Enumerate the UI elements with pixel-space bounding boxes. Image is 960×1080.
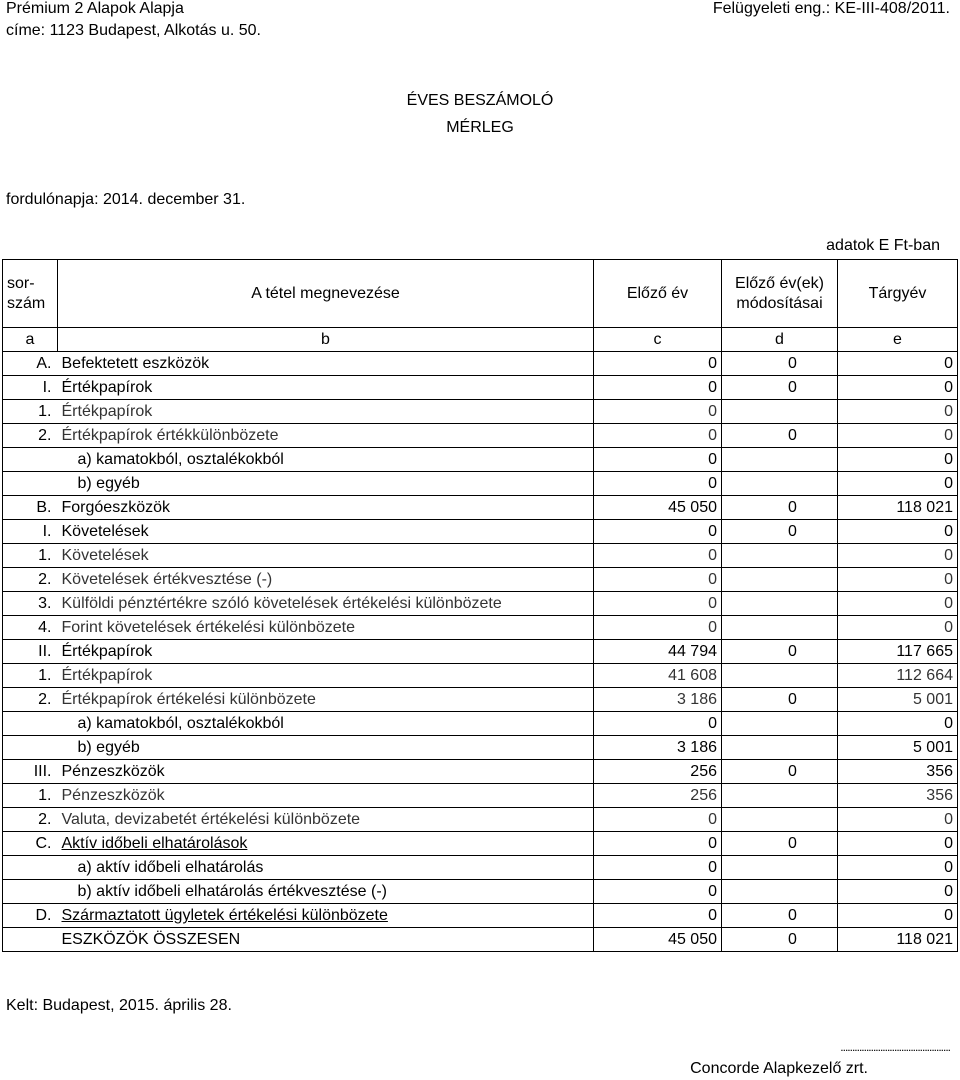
row-label	[58, 352, 594, 376]
row-label	[58, 664, 594, 688]
row-number	[3, 712, 58, 736]
row-label-text: Külföldi pénztértékre szóló követelések értékelési különbözete	[61, 595, 502, 612]
current-year-value: 0	[838, 712, 958, 736]
place-and-date: Kelt: Budapest, 2015. április 28.	[6, 997, 232, 1014]
row-label-text: Forint követelések értékelési különbözete	[61, 619, 355, 636]
balance-sheet-table	[2, 259, 958, 952]
current-year-value: 0	[838, 616, 958, 640]
row-number: D.	[3, 904, 58, 928]
row-label-text: Aktív időbeli elhatárolások	[61, 835, 248, 852]
header-current-year: Tárgyév	[838, 260, 958, 328]
current-year-value: 0	[838, 520, 958, 544]
row-label-text: b) aktív időbeli elhatárolás értékvesztése (-)	[77, 883, 387, 900]
row-number: 1.	[3, 400, 58, 424]
row-number	[3, 472, 58, 496]
modification-value: 0	[722, 904, 838, 928]
header-previous-year: Előző év	[594, 260, 722, 328]
column-letter: d	[722, 328, 838, 352]
row-label-text: Értékpapírok	[61, 403, 153, 420]
table-row	[3, 664, 958, 688]
row-label-text: b) egyéb	[77, 475, 140, 492]
fund-address: címe: 1123 Budapest, Alkotás u. 50.	[6, 22, 261, 39]
previous-year-value: 0	[594, 520, 722, 544]
current-year-value: 5 001	[838, 736, 958, 760]
table-row	[3, 472, 958, 496]
current-year-value: 0	[838, 808, 958, 832]
previous-year-value: 0	[594, 808, 722, 832]
previous-year-value: 0	[594, 472, 722, 496]
signer-name: Concorde Alapkezelő zrt.	[690, 1060, 868, 1077]
modification-value	[722, 568, 838, 592]
row-label	[58, 448, 594, 472]
unit-note: adatok E Ft-ban	[826, 237, 940, 254]
table-row	[3, 784, 958, 808]
table-row	[3, 904, 958, 928]
row-label	[58, 568, 594, 592]
row-label	[58, 544, 594, 568]
table-header-row	[3, 260, 958, 328]
current-year-value: 0	[838, 424, 958, 448]
row-number: III.	[3, 760, 58, 784]
current-year-value: 0	[838, 592, 958, 616]
table-row	[3, 448, 958, 472]
current-year-value: 0	[838, 472, 958, 496]
previous-year-value: 45 050	[594, 928, 722, 952]
row-label	[58, 472, 594, 496]
row-number: I.	[3, 520, 58, 544]
row-number: 3.	[3, 592, 58, 616]
previous-year-value: 0	[594, 856, 722, 880]
modification-value	[722, 880, 838, 904]
current-year-value: 118 021	[838, 928, 958, 952]
current-year-value: 5 001	[838, 688, 958, 712]
table-row	[3, 616, 958, 640]
row-number	[3, 448, 58, 472]
row-label-text: a) kamatokból, osztalékokból	[77, 451, 284, 468]
previous-year-value: 0	[594, 616, 722, 640]
row-label-text: Értékpapírok	[61, 379, 153, 396]
previous-year-value: 0	[594, 448, 722, 472]
row-label-text: Pénzeszközök	[61, 787, 165, 804]
header-name: A tétel megnevezése	[58, 260, 594, 328]
modification-value	[722, 808, 838, 832]
row-label	[58, 376, 594, 400]
row-label-text: Értékpapírok	[61, 667, 153, 684]
modification-value: 0	[722, 760, 838, 784]
table-row	[3, 352, 958, 376]
row-label-text: b) egyéb	[77, 739, 140, 756]
header-modifications: Előző év(ek) módosításai	[722, 260, 838, 328]
current-year-value: 0	[838, 400, 958, 424]
table-row	[3, 880, 958, 904]
row-number: 1.	[3, 664, 58, 688]
row-number: A.	[3, 352, 58, 376]
row-number: 2.	[3, 688, 58, 712]
row-number: 2.	[3, 808, 58, 832]
previous-year-value: 0	[594, 592, 722, 616]
table-row	[3, 856, 958, 880]
row-label	[58, 688, 594, 712]
row-label	[58, 808, 594, 832]
modification-value	[722, 448, 838, 472]
current-year-value: 0	[838, 568, 958, 592]
row-label-text: Befektetett eszközök	[61, 355, 210, 372]
row-label-text: Követelések értékvesztése (-)	[61, 571, 273, 588]
row-number: 4.	[3, 616, 58, 640]
column-letter: e	[838, 328, 958, 352]
previous-year-value: 256	[594, 784, 722, 808]
row-label	[58, 496, 594, 520]
previous-year-value: 0	[594, 880, 722, 904]
signature-line: ...............................................	[840, 1040, 950, 1054]
current-year-value: 0	[838, 448, 958, 472]
previous-year-value: 256	[594, 760, 722, 784]
row-label-text: Értékpapírok	[61, 643, 153, 660]
modification-value	[722, 400, 838, 424]
table-row	[3, 736, 958, 760]
row-label-text: Követelések	[61, 547, 149, 564]
previous-year-value: 0	[594, 712, 722, 736]
row-label	[58, 904, 594, 928]
current-year-value: 118 021	[838, 496, 958, 520]
row-label	[58, 832, 594, 856]
row-label-text: Pénzeszközök	[61, 763, 165, 780]
row-label	[58, 640, 594, 664]
row-number	[3, 880, 58, 904]
previous-year-value: 3 186	[594, 736, 722, 760]
row-label-text: Valuta, devizabetét értékelési különbözete	[61, 811, 361, 828]
current-year-value: 117 665	[838, 640, 958, 664]
table-row	[3, 928, 958, 952]
table-row	[3, 424, 958, 448]
current-year-value: 0	[838, 832, 958, 856]
table-row	[3, 496, 958, 520]
table-row	[3, 592, 958, 616]
previous-year-value: 0	[594, 904, 722, 928]
modification-value: 0	[722, 520, 838, 544]
row-number: C.	[3, 832, 58, 856]
row-label-text: Követelések	[61, 523, 149, 540]
row-number: 1.	[3, 784, 58, 808]
current-year-value: 0	[838, 544, 958, 568]
row-label-text: Értékpapírok értékelési különbözete	[61, 691, 316, 708]
table-row	[3, 568, 958, 592]
row-number: 2.	[3, 568, 58, 592]
table-row	[3, 832, 958, 856]
previous-year-value: 0	[594, 376, 722, 400]
modification-value: 0	[722, 496, 838, 520]
modification-value	[722, 736, 838, 760]
column-letter-row	[3, 328, 958, 352]
column-letter: c	[594, 328, 722, 352]
current-year-value: 0	[838, 904, 958, 928]
report-title: ÉVES BESZÁMOLÓ	[406, 92, 554, 109]
table-row	[3, 640, 958, 664]
modification-value: 0	[722, 640, 838, 664]
report-subtitle: MÉRLEG	[446, 119, 514, 136]
modification-value	[722, 544, 838, 568]
table-row	[3, 400, 958, 424]
previous-year-value: 41 608	[594, 664, 722, 688]
previous-year-value: 44 794	[594, 640, 722, 664]
modification-value: 0	[722, 832, 838, 856]
header-sorszam: sor- szám	[3, 260, 58, 328]
row-label	[58, 424, 594, 448]
row-label	[58, 784, 594, 808]
modification-value	[722, 856, 838, 880]
row-number	[3, 736, 58, 760]
row-label	[58, 856, 594, 880]
modification-value: 0	[722, 352, 838, 376]
table-row	[3, 376, 958, 400]
registration-number: Felügyeleti eng.: KE-III-408/2011.	[712, 0, 950, 17]
row-label	[58, 592, 594, 616]
row-number	[3, 928, 58, 952]
current-year-value: 356	[838, 760, 958, 784]
previous-year-value: 0	[594, 832, 722, 856]
row-label	[58, 712, 594, 736]
row-label	[58, 616, 594, 640]
current-year-value: 112 664	[838, 664, 958, 688]
modification-value	[722, 712, 838, 736]
row-label	[58, 760, 594, 784]
table-row	[3, 688, 958, 712]
previous-year-value: 0	[594, 568, 722, 592]
previous-year-value: 0	[594, 424, 722, 448]
row-number: 1.	[3, 544, 58, 568]
row-number: 2.	[3, 424, 58, 448]
row-label-text: a) kamatokból, osztalékokból	[77, 715, 284, 732]
row-label	[58, 928, 594, 952]
fund-name: Prémium 2 Alapok Alapja	[6, 0, 184, 17]
row-label-text: a) aktív időbeli elhatárolás	[77, 859, 264, 876]
balance-date: fordulónapja: 2014. december 31.	[6, 191, 246, 208]
modification-value	[722, 592, 838, 616]
modification-value	[722, 616, 838, 640]
table-row	[3, 544, 958, 568]
previous-year-value: 0	[594, 400, 722, 424]
row-number: B.	[3, 496, 58, 520]
current-year-value: 0	[838, 856, 958, 880]
modification-value	[722, 472, 838, 496]
previous-year-value: 0	[594, 352, 722, 376]
row-number: I.	[3, 376, 58, 400]
column-letter: b	[58, 328, 594, 352]
current-year-value: 356	[838, 784, 958, 808]
previous-year-value: 45 050	[594, 496, 722, 520]
modification-value	[722, 784, 838, 808]
current-year-value: 0	[838, 376, 958, 400]
table-row	[3, 760, 958, 784]
table-row	[3, 520, 958, 544]
row-label-text: Forgóeszközök	[61, 499, 170, 516]
modification-value	[722, 664, 838, 688]
row-number	[3, 856, 58, 880]
row-label-text: Értékpapírok értékkülönbözete	[61, 427, 279, 444]
modification-value: 0	[722, 688, 838, 712]
table-row	[3, 712, 958, 736]
previous-year-value: 3 186	[594, 688, 722, 712]
row-label	[58, 520, 594, 544]
column-letter: a	[3, 328, 58, 352]
row-label	[58, 736, 594, 760]
previous-year-value: 0	[594, 544, 722, 568]
row-label	[58, 880, 594, 904]
modification-value: 0	[722, 928, 838, 952]
modification-value: 0	[722, 424, 838, 448]
row-label-text: Származtatott ügyletek értékelési különbözete	[61, 907, 388, 924]
current-year-value: 0	[838, 880, 958, 904]
row-number: II.	[3, 640, 58, 664]
table-row	[3, 808, 958, 832]
modification-value: 0	[722, 376, 838, 400]
current-year-value: 0	[838, 352, 958, 376]
row-label	[58, 400, 594, 424]
row-label-text: ESZKÖZÖK ÖSSZESEN	[61, 931, 241, 948]
